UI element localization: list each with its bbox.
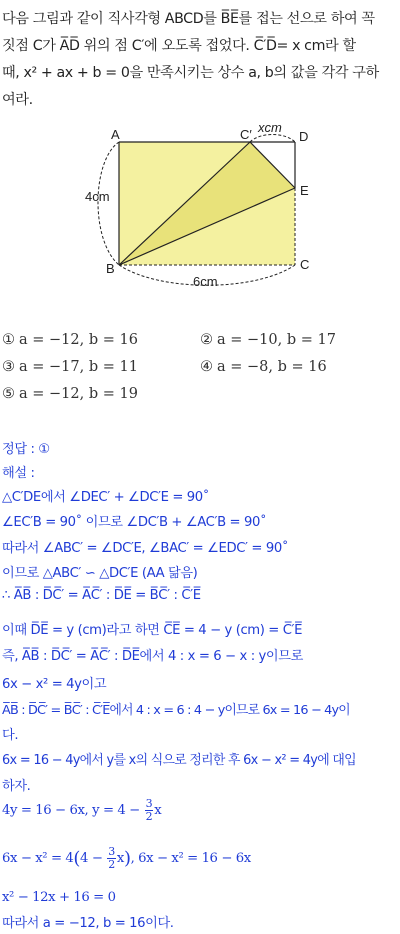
solution-line-4: 이므로 △ABC′ ∽ △DC′E (AA 닮음) [2,566,198,581]
option-4-number: ④ [200,359,213,375]
solution-line-3: 따라서 ∠ABC′ = ∠DC′E, ∠BAC′ = ∠EDC′ = 90˚ [2,541,289,556]
dashed-arc-xcm [250,135,295,143]
label-B: B [106,261,115,276]
solution-line-9: A̅B̅ : D̅C̅′ = B̅C̅′ : C̅′E̅에서 4 : x = 6 : 4 − y이므로 6x = 16 − 4y이 [2,703,350,718]
paren-close: ) [123,848,131,869]
question-line-3: 때, x² + ax + b = 0을 만족시키는 상수 a, b의 값을 각각 구하 [2,65,379,81]
solution-line-11: 6x = 16 − 4y에서 y를 x의 식으로 정리한 후 6x − x² = 4y에 대입 [2,753,356,768]
solution-line-13-b: x [154,803,162,818]
option-3-number: ③ [2,359,15,375]
solution-line-14-b: 4 − [80,851,103,866]
label-A: A [111,127,120,142]
option-3[interactable] [2,359,138,375]
solution-line-16: 따라서 a = −12, b = 16이다. [2,916,174,931]
solution-line-14-c: x [116,851,124,866]
fraction-3-over-2-a [145,798,154,823]
fraction-3-over-2-b [107,846,116,871]
label-C-prime: C′ [240,127,252,142]
question-line-1: 다음 그림과 같이 직사각형 ABCD를 B̅E̅를 접는 선으로 하여 꼭 [2,11,375,27]
label-x-cm: xcm [258,120,282,135]
question-line-4: 여라. [2,92,33,108]
option-5[interactable] [2,386,138,402]
question-line-2: 짓점 C가 A̅D̅ 위의 점 C′에 오도록 접었다. C̅′D̅= x cm라 할 [2,38,356,54]
solution-line-6: 이때 D̅E̅ = y (cm)라고 하면 C̅E̅ = 4 − y (cm) = C̅′E̅ [2,623,303,638]
fraction-numerator: 3 [145,797,153,810]
option-2-text: a = −10, b = 17 [217,332,336,348]
option-4[interactable] [200,359,327,375]
option-2-number: ② [200,332,213,348]
option-1[interactable] [2,332,138,348]
solution-header: 해설 : [2,466,35,481]
fraction-denominator: 2 [108,858,115,871]
solution-line-14-d: , 6x − x² = 16 − 6x [130,851,251,866]
label-4cm: 4cm [85,189,110,204]
answer-line: 정답 : ① [2,442,50,457]
solution-line-15: x² − 12x + 16 = 0 [2,890,116,905]
geometry-figure [80,120,330,290]
solution-line-8: 6x − x² = 4y이고 [2,677,107,692]
label-E: E [300,183,309,198]
option-3-text: a = −17, b = 11 [19,359,138,375]
solution-line-5: ∴ A̅B̅ : D̅C̅′ = A̅C̅′ : D̅E̅ = B̅C̅′ : C̅′E̅ [2,588,201,603]
fraction-denominator: 2 [145,810,153,823]
solution-line-13-a: 4y = 16 − 6x, y = 4 − [2,803,140,818]
option-2[interactable] [200,332,336,348]
label-6cm: 6cm [193,274,218,289]
option-5-text: a = −12, b = 19 [19,386,138,402]
solution-line-14-a: 6x − x² = 4 [2,851,74,866]
option-5-number: ⑤ [2,386,15,402]
solution-line-7: 즉, A̅B̅ : D̅C̅′ = A̅C̅′ : D̅E̅에서 4 : x = 6 − x : y이므로 [2,649,303,664]
option-4-text: a = −8, b = 16 [217,359,327,375]
paren-open: ( [73,848,81,869]
option-1-text: a = −12, b = 16 [19,332,138,348]
solution-line-10: 다. [2,728,19,743]
solution-line-12: 하자. [2,779,31,794]
option-1-number: ① [2,332,15,348]
solution-line-14 [2,846,251,871]
label-D: D [299,129,309,144]
solution-line-2: ∠EC′B = 90˚ 이므로 ∠DC′B + ∠AC′B = 90˚ [2,515,267,530]
label-C: C [300,257,310,272]
solution-line-1: △C′DE에서 ∠DEC′ + ∠DC′E = 90˚ [2,490,209,505]
fraction-numerator: 3 [108,845,115,858]
solution-line-13 [2,798,161,823]
